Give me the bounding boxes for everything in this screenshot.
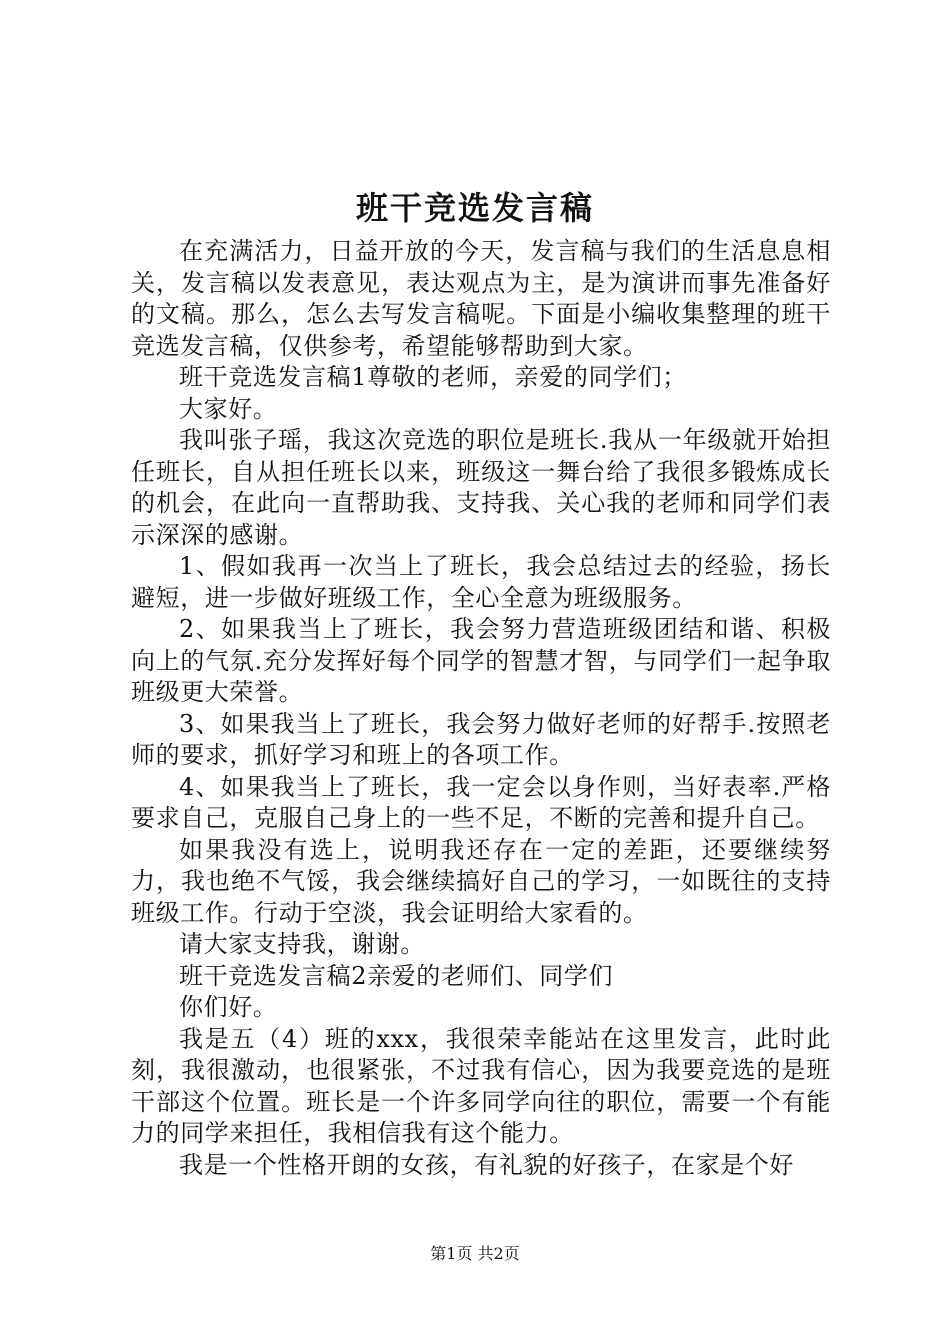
document-body [131, 236, 831, 1181]
paragraph-point-2: 2、如果我当上了班长，我会努力营造班级团结和谐、积极向上的气氛.充分发挥好每个同学的智慧才智，与同学们一起争取班级更大荣誉。 [131, 615, 831, 706]
paragraph-if-not-elected: 如果我没有选上，说明我还存在一定的差距，还要继续努力，我也绝不气馁，我会继续搞好自己的学习，一如既往的支持班级工作。行动于空淡，我会证明给大家看的。 [131, 835, 831, 927]
paragraph-greeting-1: 大家好。 [179, 394, 278, 423]
paragraph-point-4: 4、如果我当上了班长，我一定会以身作则，当好表率.严格要求自己，克服自己身上的一些不足，不断的完善和提升自己。 [131, 772, 831, 832]
paragraph-personality: 我是一个性格开朗的女孩，有礼貌的好孩子，在家是个好 [179, 1150, 794, 1179]
paragraph-self-intro-1: 我叫张子瑶，我这次竞选的职位是班长.我从一年级就开始担任班长，自从担任班长以来，班级这一舞台给了我很多锻炼成长的机会，在此向一直帮助我、支持我、关心我的老师和同学们表示深深的感谢。 [131, 426, 831, 549]
paragraph-point-1: 1、假如我再一次当上了班长，我会总结过去的经验，扬长避短，进一步做好班级工作，全心全意为班级服务。 [131, 552, 831, 612]
paragraph-self-intro-2: 我是五（4）班的xxx，我很荣幸能站在这里发言，此时此刻，我很激动，也很紧张，不过我有信心，因为我要竞选的是班干部这个位置。班长是一个许多同学向往的职位，需要一个有能力的同学来担任，我相信我有这个能力。 [131, 1024, 831, 1147]
paragraph-speech1-heading: 班干竞选发言稿1尊敬的老师，亲爱的同学们； [179, 363, 687, 391]
paragraph-thanks: 请大家支持我，谢谢。 [179, 930, 425, 958]
paragraph-speech2-heading: 班干竞选发言稿2亲爱的老师们、同学们 [179, 961, 614, 990]
document-title: 班干竞选发言稿 [355, 189, 594, 227]
paragraph-greeting-2: 你们好。 [179, 993, 278, 1021]
paragraph-point-3: 3、如果我当上了班长，我会努力做好老师的好帮手.按照老师的要求，抓好学习和班上的各项工作。 [131, 709, 831, 769]
paragraph-intro: 在充满活力，日益开放的今天，发言稿与我们的生活息息相关，发言稿以发表意见，表达观点为主，是为演讲而事先准备好的文稿。那么，怎么去写发言稿呢。下面是小编收集整理的班干竞选发言稿，仅供参考，希望能够帮助到大家。 [131, 237, 831, 360]
page-number-footer: 第1页 共2页 [430, 1244, 520, 1263]
